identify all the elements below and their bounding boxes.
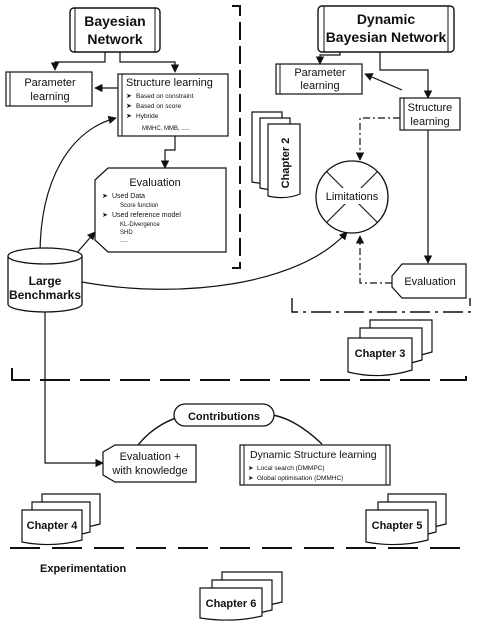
evaluation-with-knowledge bbox=[103, 445, 196, 482]
eval-left-b1-sub: Score function bbox=[120, 203, 159, 209]
svg-text:➤: ➤ bbox=[126, 113, 132, 120]
chapter-2-pages bbox=[252, 112, 300, 198]
dyn-struct-item-2: Global optimisation (DMMHC) bbox=[257, 475, 344, 482]
dynamic-structure-learning bbox=[240, 445, 390, 485]
bn-title-line2: Network bbox=[87, 31, 143, 47]
limitations-label: Limitations bbox=[325, 191, 379, 203]
chapter-4-pages bbox=[22, 494, 100, 545]
structure-learning-left bbox=[118, 74, 228, 136]
parameter-learning-left bbox=[6, 72, 92, 106]
eval-knowledge-line2: with knowledge bbox=[112, 465, 188, 477]
chapter-2-label: Chapter 2 bbox=[280, 137, 292, 189]
param-left-line1: Parameter bbox=[24, 77, 76, 89]
struct-left-algos: MMHC, MMB, ..... bbox=[142, 126, 190, 132]
param-right-line1: Parameter bbox=[294, 67, 346, 79]
eval-left-b1: Used Data bbox=[112, 193, 146, 200]
experimentation-label: Experimentation bbox=[40, 563, 127, 575]
dbn-title-line1: Dynamic bbox=[356, 11, 416, 27]
bn-title-line1: Bayesian bbox=[84, 13, 146, 29]
contributions-node bbox=[174, 404, 274, 426]
chapter-3-label: Chapter 3 bbox=[354, 348, 406, 360]
eval-left-title: Evaluation bbox=[129, 177, 181, 189]
parameter-learning-right bbox=[276, 64, 362, 94]
benchmarks-line2: Benchmarks bbox=[8, 288, 82, 302]
svg-text:➤: ➤ bbox=[248, 465, 254, 472]
eval-left-b2-sub-2: SHD bbox=[120, 230, 133, 236]
chapter-5-label: Chapter 5 bbox=[371, 520, 423, 532]
eval-left-b2-sub-3: ..... bbox=[120, 238, 129, 244]
dyn-struct-title: Dynamic Structure learning bbox=[250, 449, 377, 461]
large-benchmarks-node bbox=[8, 248, 82, 312]
svg-text:➤: ➤ bbox=[126, 93, 132, 100]
param-left-line2: learning bbox=[30, 91, 70, 103]
contributions-label: Contributions bbox=[187, 411, 261, 423]
chapter-4-label: Chapter 4 bbox=[26, 520, 78, 532]
chapter-5-pages bbox=[366, 494, 446, 545]
dynamic-bayesian-network-node bbox=[318, 6, 454, 52]
evaluation-right bbox=[392, 264, 466, 298]
svg-text:➤: ➤ bbox=[102, 212, 108, 219]
struct-left-item-1: Based on constraint bbox=[136, 93, 194, 100]
struct-right-line2: learning bbox=[410, 116, 450, 128]
benchmarks-line1: Large bbox=[28, 274, 62, 288]
eval-right-label: Evaluation bbox=[404, 276, 456, 288]
eval-knowledge-line1: Evaluation + bbox=[119, 451, 181, 463]
structure-learning-right bbox=[400, 98, 460, 130]
evaluation-left bbox=[95, 168, 226, 252]
bayesian-network-node bbox=[70, 8, 160, 52]
eval-left-b2-sub-1: KL-Divergence bbox=[120, 222, 160, 228]
eval-left-b2: Used reference model bbox=[112, 212, 181, 219]
dbn-title-line2: Bayesian Network bbox=[325, 29, 447, 45]
struct-left-title: Structure learning bbox=[126, 77, 213, 89]
struct-left-item-2: Based on score bbox=[136, 103, 182, 110]
struct-left-item-3: Hybride bbox=[136, 113, 159, 120]
svg-text:➤: ➤ bbox=[248, 475, 254, 482]
chapter-6-pages bbox=[200, 572, 282, 620]
connectors bbox=[40, 48, 428, 463]
dyn-struct-item-1: Local search (DMMPC) bbox=[257, 465, 325, 472]
chapter-6-label: Chapter 6 bbox=[205, 598, 257, 610]
svg-text:➤: ➤ bbox=[102, 193, 108, 200]
limitations-node bbox=[316, 161, 388, 233]
svg-text:➤: ➤ bbox=[126, 103, 132, 110]
struct-right-line1: Structure bbox=[407, 102, 453, 114]
chapter-3-pages bbox=[348, 320, 432, 376]
param-right-line2: learning bbox=[300, 80, 340, 92]
